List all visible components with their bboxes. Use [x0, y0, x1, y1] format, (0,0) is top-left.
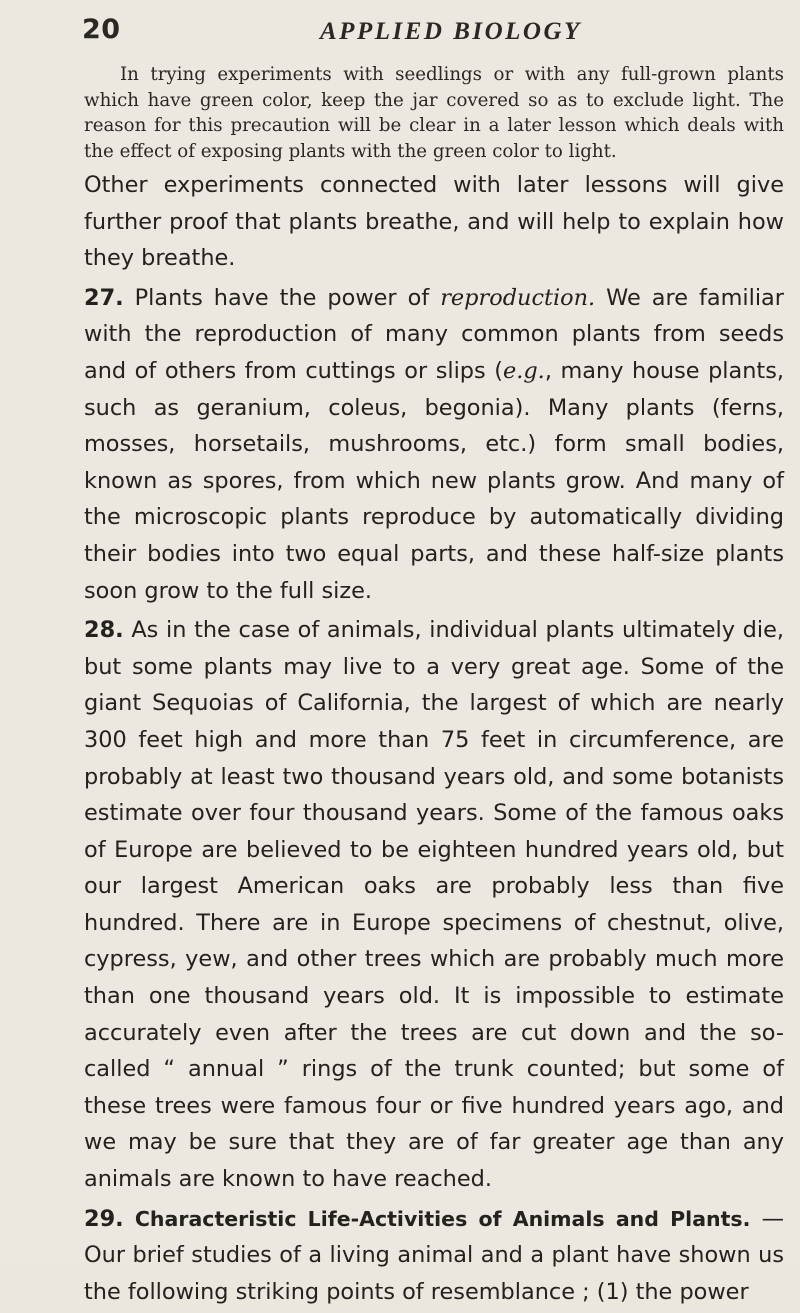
section-27-lead: Plants have the power of: [123, 284, 441, 311]
page-number: 20: [82, 14, 121, 45]
running-head: APPLIED BIOLOGY: [320, 18, 582, 45]
section-29-title: Characteristic Life-Activities of Animals and Plants.: [123, 1206, 751, 1231]
section-27-number: 27.: [84, 284, 124, 311]
main-text: [84, 167, 784, 1313]
section-27-eg: e.g.: [502, 357, 545, 384]
note-paragraph: In trying experiments with seedlings or with any full-grown plants which have green color, keep the jar covered so as to exclude light. The reason for this precaution will be clear in a later lesson which deals with the effect of exposing plants with the green color to light.: [84, 64, 784, 162]
section-27: [84, 280, 784, 609]
section-28-number: 28.: [84, 617, 124, 644]
section-29-text: — Our brief studies of a living animal and a plant have shown us the following striking points of resemblance ; (1) the power: [84, 1205, 784, 1305]
section-29-number: 29.: [84, 1205, 124, 1232]
section-28: [84, 612, 784, 1198]
section-28-text: As in the case of animals, individual plants ultimately die, but some plants may live to a very great age. Some of the giant Sequoias of California, the largest of which are nearly 300 feet high and more than 75 feet in circumference, are probably at least two thousand years old, and some botanists estimate over four thousand years. Some of the famous oaks of Europe are believed to be eighteen hundred years old, but our largest American oaks are probably less than five hundred. There are in Europe specimens of chestnut, olive, cypress, yew, and other trees which are probably much more than one thousand years old. It is impossible to estimate accurately even after the trees are cut down and the so-called “ annual ” rings of the trunk counted; but some of these trees were famous four or five hundred years ago, and we may be sure that they are of far greater age than any animals are known to have reached.: [84, 617, 784, 1193]
section-29: [84, 1201, 784, 1311]
paragraph-intro: Other experiments connected with later lessons will give further proof that plants breathe, and will help to explain how they breathe.: [84, 172, 784, 272]
section-27-text-a: We are familiar with the reproduction of many common plants from seeds and of others from cuttings or slips (: [84, 284, 784, 384]
section-27-emphasis: reproduction.: [440, 284, 596, 311]
section-27-text-b: , many house plants, such as geranium, coleus, begonia). Many plants (ferns, mosses, horsetails, mushrooms, etc.) form small bodies, known as spores, from which new plants grow. And many of the microscopic plants reproduce by automatically dividing their bodies into two equal parts, and these half-size plants soon grow to the full size.: [84, 357, 784, 604]
